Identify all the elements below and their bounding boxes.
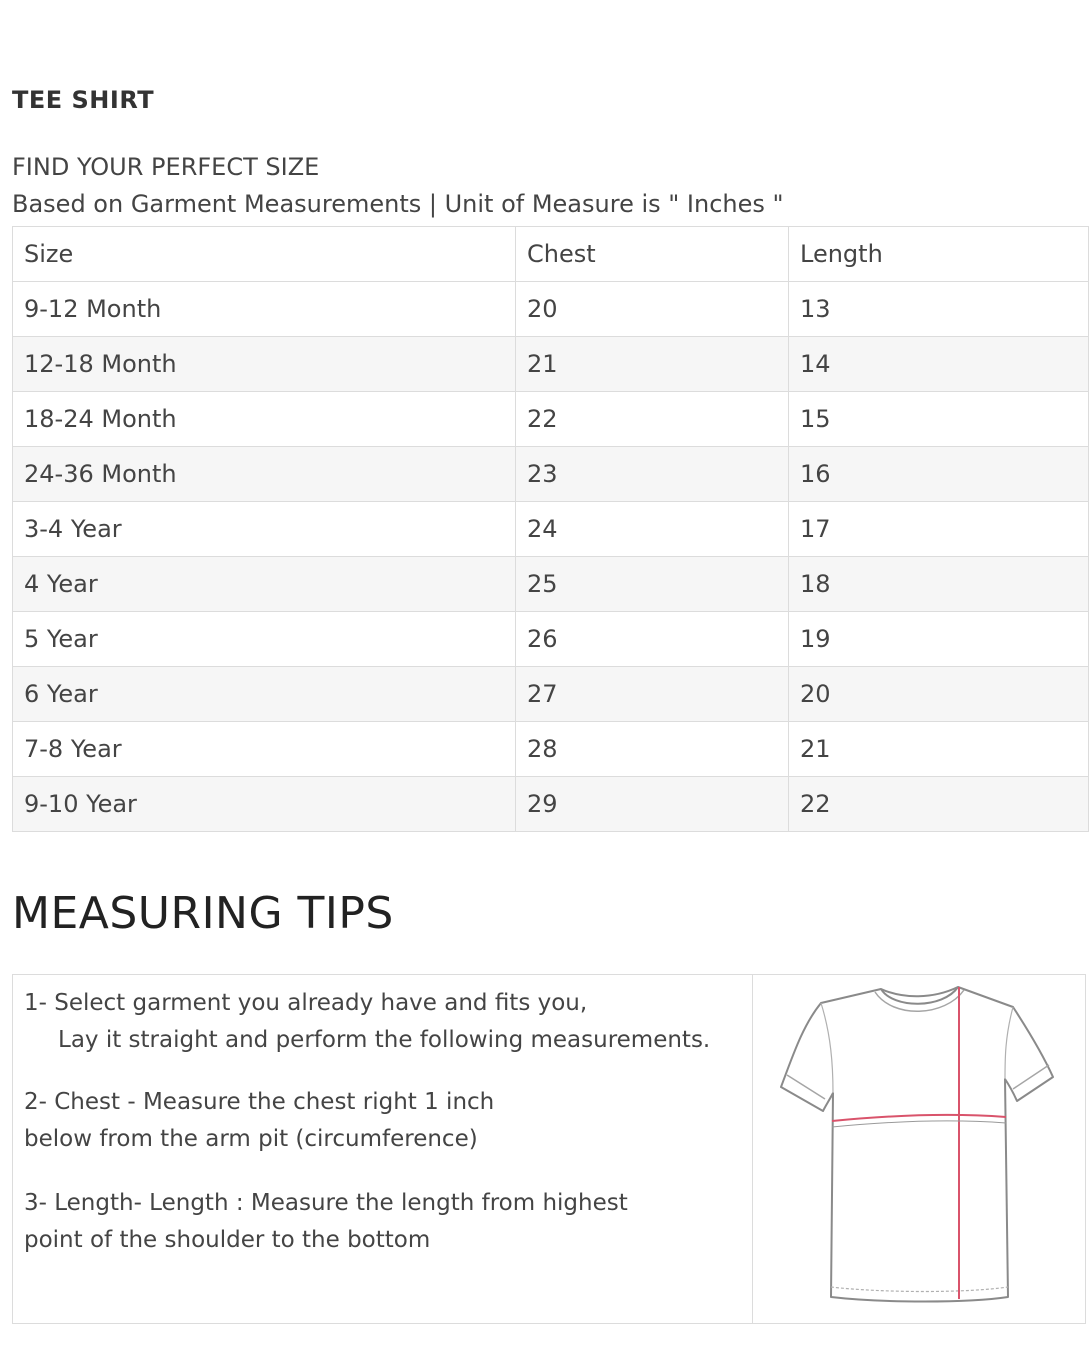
column-header-size: Size xyxy=(13,227,516,282)
chest-cell: 29 xyxy=(516,777,789,832)
tip-line: 2- Chest - Measure the chest right 1 inch xyxy=(24,1089,495,1115)
chest-cell: 22 xyxy=(516,392,789,447)
tip-line: 1- Select garment you already have and fits you, xyxy=(24,990,588,1016)
measuring-tips-title: MEASURING TIPS xyxy=(12,888,394,939)
length-cell: 22 xyxy=(789,777,1089,832)
table-row xyxy=(13,282,1089,337)
chest-cell: 23 xyxy=(516,447,789,502)
tip-line: 3- Length- Length : Measure the length from highest xyxy=(24,1190,628,1216)
column-header-length: Length xyxy=(789,227,1089,282)
size-guide-subtitle: FIND YOUR PERFECT SIZE xyxy=(12,153,320,181)
chest-cell: 20 xyxy=(516,282,789,337)
tip-select-garment xyxy=(24,985,710,1059)
size-cell: 7-8 Year xyxy=(13,722,516,777)
length-cell: 13 xyxy=(789,282,1089,337)
tip-length xyxy=(24,1185,628,1259)
table-row xyxy=(13,447,1089,502)
length-cell: 15 xyxy=(789,392,1089,447)
tip-chest xyxy=(24,1084,494,1158)
product-title: TEE SHIRT xyxy=(12,86,155,114)
table-row xyxy=(13,777,1089,832)
size-cell: 9-10 Year xyxy=(13,777,516,832)
chest-cell: 27 xyxy=(516,667,789,722)
size-cell: 5 Year xyxy=(13,612,516,667)
length-cell: 14 xyxy=(789,337,1089,392)
size-cell: 6 Year xyxy=(13,667,516,722)
size-cell: 3-4 Year xyxy=(13,502,516,557)
table-row xyxy=(13,722,1089,777)
table-header-row xyxy=(13,227,1089,282)
measuring-tips-panel xyxy=(12,974,1086,1324)
chest-cell: 21 xyxy=(516,337,789,392)
unit-of-measure-note: Based on Garment Measurements | Unit of Measure is " Inches " xyxy=(12,190,784,218)
size-chart-table xyxy=(12,226,1089,832)
size-cell: 18-24 Month xyxy=(13,392,516,447)
length-cell: 16 xyxy=(789,447,1089,502)
table-row xyxy=(13,392,1089,447)
length-cell: 18 xyxy=(789,557,1089,612)
length-cell: 21 xyxy=(789,722,1089,777)
tip-line: below from the arm pit (circumference) xyxy=(24,1126,478,1152)
chest-cell: 26 xyxy=(516,612,789,667)
length-cell: 19 xyxy=(789,612,1089,667)
length-cell: 20 xyxy=(789,667,1089,722)
size-cell: 9-12 Month xyxy=(13,282,516,337)
chest-cell: 25 xyxy=(516,557,789,612)
table-row xyxy=(13,502,1089,557)
table-row xyxy=(13,612,1089,667)
size-cell: 24-36 Month xyxy=(13,447,516,502)
table-row xyxy=(13,337,1089,392)
tip-line: point of the shoulder to the bottom xyxy=(24,1227,431,1253)
size-cell: 4 Year xyxy=(13,557,516,612)
length-cell: 17 xyxy=(789,502,1089,557)
column-header-chest: Chest xyxy=(516,227,789,282)
tips-text-column xyxy=(13,975,753,1323)
tshirt-measurement-illustration xyxy=(753,975,1087,1323)
tshirt-measurement-icon xyxy=(753,975,1087,1323)
chest-cell: 28 xyxy=(516,722,789,777)
table-row xyxy=(13,667,1089,722)
chest-cell: 24 xyxy=(516,502,789,557)
size-cell: 12-18 Month xyxy=(13,337,516,392)
tip-line: Lay it straight and perform the following measurements. xyxy=(58,1027,711,1053)
table-row xyxy=(13,557,1089,612)
